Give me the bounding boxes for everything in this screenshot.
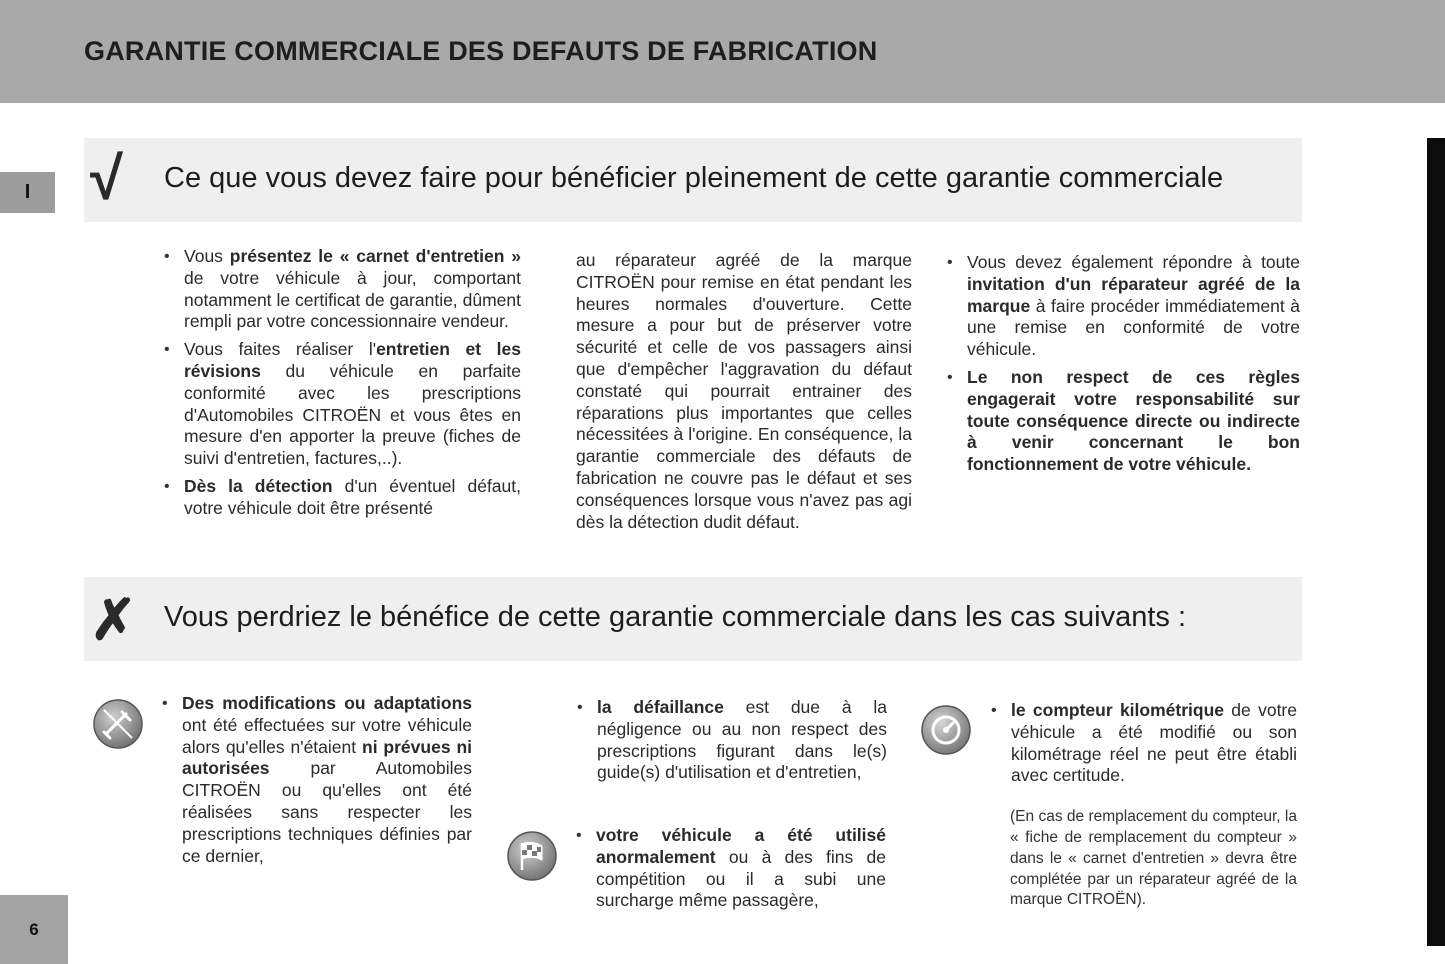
check-mark-icon: √ bbox=[90, 145, 123, 212]
list-item: • Vous devez également répondre à toute invitation d'un réparateur agréé de la marque à faire procéder immédiatement à une remise en conformité de votre véhicule. bbox=[947, 252, 1300, 361]
cross-mark-icon: ✗ bbox=[90, 588, 137, 651]
section-banner-exclusions bbox=[84, 577, 1302, 661]
section-heading: Vous perdriez le bénéfice de cette garantie commerciale dans les cas suivants : bbox=[164, 601, 1186, 633]
exclusion-abnormal-use bbox=[576, 825, 886, 912]
list-item: • la défaillance est due à la négligence ou au non respect des prescriptions figurant dans le(s) guide(s) d'utilisation et d'entretien, bbox=[577, 697, 887, 784]
list-item: • Dès la détection d'un éventuel défaut, votre véhicule doit être présenté bbox=[164, 476, 521, 520]
list-item: • Des modifications ou adaptations ont été effectuées sur votre véhicule alors qu'elles n'étaient ni prévues ni autorisées par Automobiles CITROËN ou qu'elles ont été réalisées sans respecter les prescriptions techniques définies par ce dernier, bbox=[162, 693, 472, 867]
exclusion-modifications bbox=[162, 693, 472, 867]
chapter-tab: I bbox=[0, 172, 55, 213]
edge-rule bbox=[1427, 138, 1445, 946]
no-modification-icon bbox=[92, 698, 144, 750]
odometer-note: (En cas de remplacement du compteur, la « fiche de remplacement du compteur » dans le « carnet d'entretien » devra être complétée par un réparateur agréé de la marque CITROËN). bbox=[1010, 808, 1297, 909]
exclusion-negligence bbox=[577, 697, 887, 784]
requirements-column-2 bbox=[576, 250, 912, 533]
list-item: • Le non respect de ces règles engagerait votre responsabilité sur toute conséquence directe ou indirecte à venir concernant le bon fonctionnement de votre véhicule. bbox=[947, 367, 1300, 476]
list-item: • Vous présentez le « carnet d'entretien » de votre véhicule à jour, comportant notamment le certificat de garantie, dûment rempli par votre concessionnaire vendeur. bbox=[164, 246, 521, 333]
checkered-flag-icon bbox=[506, 830, 558, 882]
page-number: 6 bbox=[0, 895, 68, 964]
exclusion-odometer bbox=[991, 700, 1297, 911]
requirements-column-1 bbox=[164, 246, 521, 520]
section-heading: Ce que vous devez faire pour bénéficier pleinement de cette garantie commerciale bbox=[164, 162, 1224, 194]
list-item: • le compteur kilométrique de votre véhicule a été modifié ou son kilométrage réel ne peut être établi avec certitude. bbox=[991, 700, 1297, 787]
header-bar bbox=[0, 0, 1445, 103]
list-item: • votre véhicule a été utilisé anormalement ou à des fins de compétition ou il a subi une surcharge même passagère, bbox=[576, 825, 886, 912]
requirements-column-3 bbox=[947, 252, 1300, 476]
odometer-icon bbox=[920, 704, 972, 756]
page-title: GARANTIE COMMERCIALE DES DEFAUTS DE FABRICATION bbox=[84, 36, 878, 66]
list-item: • Vous faites réaliser l'entretien et les révisions du véhicule en parfaite conformité avec les prescriptions d'Automobiles CITROËN et vous êtes en mesure d'en apporter la preuve (fiches de suivi d'entretien, factures,..). bbox=[164, 339, 521, 470]
section-banner-requirements bbox=[84, 138, 1302, 222]
paragraph: au réparateur agréé de la marque CITROËN pour remise en état pendant les heures normales d'ouverture. Cette mesure a pour but de préserver votre sécurité et celle de vos passagers ainsi que d'empêcher l'aggravation du défaut constaté qui pourrait entrainer des réparations plus importantes que celles nécessitées à l'origine. En conséquence, la garantie commerciale des défauts de fabrication ne couvre pas le défaut et ses conséquences lorsque vous n'avez pas agi dès la détection dudit défaut. bbox=[576, 250, 912, 532]
